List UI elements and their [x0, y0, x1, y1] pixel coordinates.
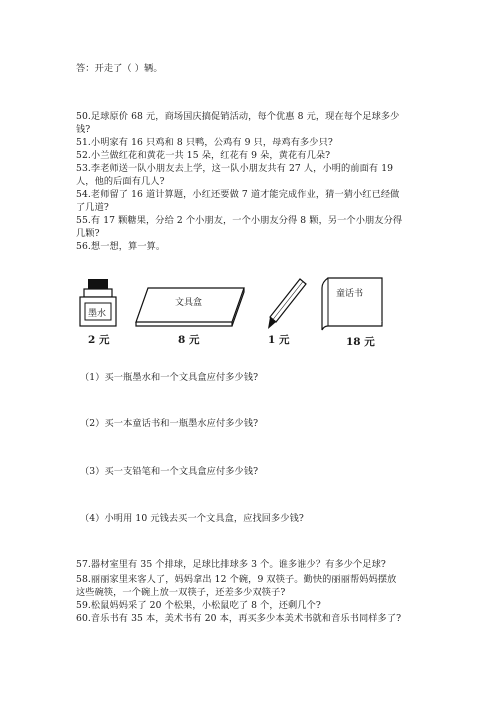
question-55-line1: 55.有 17 颗糖果，分给 2 个小朋友，一个小朋友分得 8 颗，另一个小朋友分得 [76, 215, 403, 226]
question-50-line2: 钱? [76, 124, 91, 135]
subquestion-3: （3）买一支铅笔和一个文具盒应付多少钱? [80, 466, 259, 477]
ink-bottle-icon [78, 278, 118, 328]
stationery-illustration [70, 272, 400, 352]
subquestion-2: （2）买一本童话书和一瓶墨水应付多少钱? [80, 418, 259, 429]
question-55-line2: 几颗? [76, 228, 100, 239]
question-50-line1: 50.足球原价 68 元，商场国庆搞促销活动，每个优惠 8 元，现在每个足球多少 [76, 111, 400, 122]
book-price: 18 元 [346, 336, 375, 348]
question-51: 51.小明家有 16 只鸡和 8 只鸭，公鸡有 9 只，母鸡有多少只? [76, 137, 333, 148]
pencil-case-price: 8 元 [178, 334, 200, 346]
question-60: 60.音乐书有 35 本，美术书有 20 本，再买多少本美术书就和音乐书同样多了? [76, 613, 402, 624]
pencil-case-label: 文具盒 [175, 298, 203, 308]
pencil-icon [266, 276, 310, 332]
ink-price: 2 元 [88, 334, 110, 346]
question-57: 57.器材室里有 35 个排球，足球比排球多 3 个。谁多谁少？有多少个足球? [76, 559, 386, 570]
question-58-line1: 58.丽丽家里来客人了，妈妈拿出 12 个碗，9 双筷子。勤快的丽丽帮妈妈摆放 [76, 574, 397, 585]
book-icon [320, 276, 390, 334]
question-58-line2: 这些碗筷，一个碗上放一双筷子，还差多少双筷子? [76, 587, 286, 598]
ink-label: 墨水 [88, 309, 107, 319]
question-59: 59.松鼠妈妈采了 20 个松果，小松鼠吃了 8 个，还剩几个? [76, 600, 321, 611]
question-53-line2: 人，他的后面有几人? [76, 176, 165, 187]
question-54-line1: 54.老师留了 16 道计算题，小红还要做 7 道才能完成作业，猜一猜小红已经做 [76, 189, 400, 200]
question-52: 52.小兰做红花和黄花一共 15 朵，红花有 9 朵，黄花有几朵? [76, 150, 331, 161]
question-54-line2: 了几道? [76, 202, 109, 213]
answer-line: 答：开走了（ ）辆。 [76, 63, 163, 74]
question-53-line1: 53.李老师送一队小朋友去上学，这一队小朋友共有 27 人，小明的前面有 19 [76, 163, 394, 174]
pencil-price: 1 元 [268, 334, 290, 346]
question-56: 56.想一想，算一算。 [76, 241, 166, 252]
book-label: 童话书 [336, 289, 364, 299]
subquestion-4: （4）小明用 10 元钱去买一个文具盒，应找回多少钱? [80, 513, 304, 524]
subquestion-1: （1）买一瓶墨水和一个文具盒应付多少钱? [80, 372, 259, 383]
